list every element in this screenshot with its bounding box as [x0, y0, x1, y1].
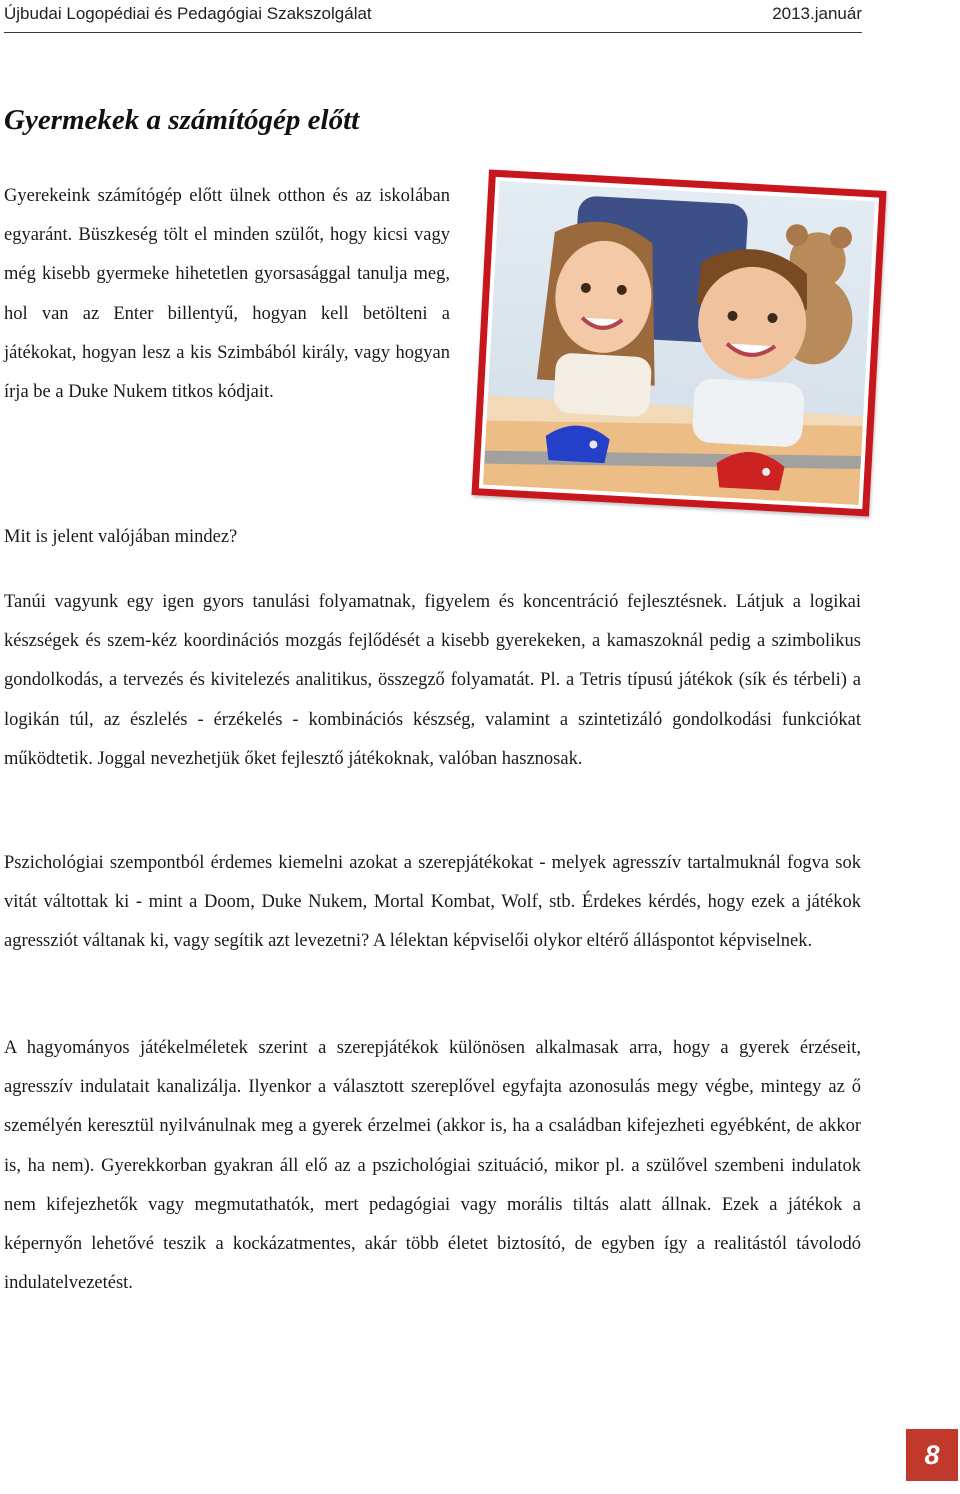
- issue-date: 2013.január: [772, 4, 862, 23]
- page-number-badge: 8: [906, 1429, 958, 1481]
- children-gaming-photo: [471, 169, 886, 516]
- body-paragraph-3: A hagyományos játékelméletek szerint a szerepjátékok különösen alkalmasak arra, hogy a gyerek érzéseit, agresszív indulatait kanalizálja. Ilyenkor a választott szereplővel egyfajta azonosulás megy végbe, mintegy az ő személyén keresztül nyilvánulnak meg a gyerek érzelmei (akkor is, ha a családban kifejezheti egyébként, de akkor is, ha nem). Gyerekkorban gyakran áll elő az a pszichológiai szituáció, mikor pl. a szülővel szembeni indulatok nem kifejezhetők vagy megmutathatók, mert pedagógiai vagy morális tiltás alatt állnak. Ezek a játékok a képernyőn lehetővé teszik a kockázatmentes, akár több életet biztosító, de egyben így a realitástól távolodó indulatelvezetést.: [4, 1038, 861, 1294]
- page-header: [4, 0, 862, 33]
- photo-illustration: [483, 181, 875, 505]
- article-title: Gyermekek a számítógép előtt: [4, 104, 360, 136]
- body-paragraph-2: Pszichológiai szempontból érdemes kiemelni azokat a szerepjátékokat - melyek agresszív tartalmuknál fogva sok vitát váltottak ki - mint a Doom, Duke Nukem, Mortal Kombat, Wolf, stb. Érdekes kérdés, hogy ezek a játékok agressziót váltanak ki, vagy segítik azt levezetni? A lélektan képviselői olykor eltérő álláspontot képviselnek.: [4, 853, 861, 952]
- intro-paragraph: Gyerekeink számítógép előtt ülnek otthon és az iskolában egyaránt. Büszkeség tölt el minden szülőt, hogy kicsi vagy még kisebb gyermeke hihetetlen gyorsasággal tanulja meg, hol van az Enter billentyű, hogyan kell betölteni a játékokat, hogyan lesz a kis Szimbából király, vagy hogyan írja be a Duke Nukem titkos kódjait.: [4, 186, 450, 403]
- organization-name: Újbudai Logopédiai és Pedagógiai Szakszolgálat: [4, 4, 372, 23]
- body-paragraph-1: Tanúi vagyunk egy igen gyors tanulási folyamatnak, figyelem és koncentráció fejlesztésnek. Látjuk a logikai készségek és szem-kéz koordinációs mozgás fejlődését a kisebb gyerekeken, a kamaszoknál pedig a szimbolikus gondolkodás, a tervezés és kivitelezés analitikus, összegző folyamatát. Pl. a Tetris típusú játékok (sík és térbeli) a logikán túl, az észlelés - érzékelés - kombinációs készség, valamint a szintetizáló gondolkodási funkciókat működtetik. Joggal nevezhetjük őket fejlesztő játékoknak, valóban hasznosak.: [4, 592, 861, 769]
- question-line: Mit is jelent valójában mindez?: [4, 527, 238, 547]
